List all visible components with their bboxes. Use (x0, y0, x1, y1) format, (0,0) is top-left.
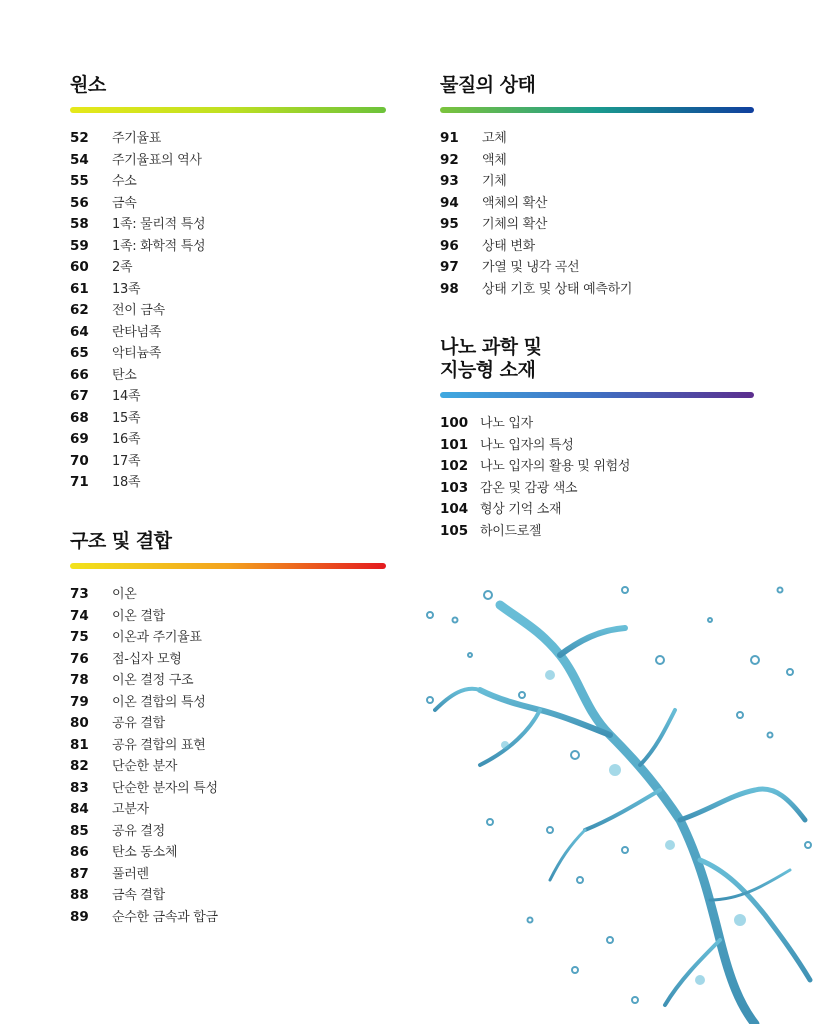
toc-entry (70, 734, 386, 756)
toc-entry-label: 단순한 분자의 특성 (112, 780, 218, 796)
toc-page-number: 83 (70, 779, 89, 796)
toc-entry (70, 626, 386, 648)
toc-entry (70, 256, 386, 278)
toc-entry (440, 434, 754, 456)
toc-page-number: 73 (70, 586, 89, 602)
toc-entry (70, 755, 386, 777)
toc-entry (70, 450, 386, 472)
toc-page-number: 52 (70, 130, 89, 146)
toc-entry-label: 나노 입자의 특성 (480, 437, 574, 453)
toc-entry (70, 863, 386, 885)
toc-entry-label: 공유 결정 (112, 823, 165, 839)
toc-entry-label: 나노 입자의 활용 및 위험성 (480, 459, 631, 474)
toc-entry (70, 213, 386, 235)
toc-entry (70, 669, 386, 691)
toc-entry-label: 공유 결합의 표현 (112, 737, 206, 753)
toc-entry (70, 471, 386, 493)
gradient-divider (440, 392, 754, 398)
toc-page-number: 78 (70, 672, 89, 688)
toc-entry (70, 798, 386, 820)
toc-page-number: 98 (440, 280, 459, 297)
toc-page-number: 69 (70, 431, 89, 447)
toc-page-number: 64 (70, 323, 89, 340)
water-splash-image (410, 560, 825, 1024)
toc-entry (440, 149, 754, 171)
toc-entry-label: 이온 결합의 특성 (112, 694, 206, 710)
toc-entry (440, 455, 754, 477)
toc-entry-label: 1족: 화학적 특성 (112, 238, 206, 254)
toc-entry (440, 235, 754, 257)
section-nanoscience (440, 336, 754, 541)
toc-page-number: 56 (70, 194, 89, 211)
toc-page-number: 79 (70, 693, 89, 710)
toc-page-number: 65 (70, 345, 89, 361)
toc-page-number: 82 (70, 758, 89, 774)
toc-page-number: 67 (70, 388, 89, 404)
toc-entry-label: 공유 결합 (112, 716, 165, 731)
toc-list (70, 127, 386, 493)
toc-page-number: 80 (70, 715, 89, 731)
toc-page-number: 68 (70, 409, 89, 426)
toc-entry (70, 820, 386, 842)
toc-entry (70, 149, 386, 171)
gradient-divider (70, 107, 386, 113)
toc-page-number: 94 (440, 194, 459, 211)
toc-page-number: 95 (440, 216, 459, 232)
toc-page-number: 89 (70, 908, 89, 925)
toc-entry (440, 278, 754, 300)
toc-page-number: 76 (70, 650, 89, 667)
toc-page-number: 104 (440, 501, 469, 517)
toc-entry (70, 127, 386, 149)
toc-entry-label: 16족 (112, 432, 141, 447)
toc-entry (70, 278, 386, 300)
section-title-line1: 나노 과학 및 (440, 336, 542, 358)
toc-entry-label: 액체 (482, 152, 507, 168)
toc-entry-label: 수소 (112, 174, 137, 189)
toc-entry-label: 이온 (112, 587, 137, 602)
toc-entry (70, 192, 386, 214)
toc-entry-label: 15족 (112, 410, 141, 426)
toc-entry-label: 13족 (112, 281, 141, 297)
section-title: 물질의 상태 (440, 74, 536, 96)
toc-page-number: 62 (70, 302, 89, 318)
toc-entry (440, 127, 754, 149)
toc-page-number: 87 (70, 865, 89, 882)
toc-entry-label: 상태 기호 및 상태 예측하기 (482, 281, 633, 297)
toc-entry (440, 170, 754, 192)
toc-page-number: 96 (440, 237, 459, 254)
toc-entry (440, 412, 754, 434)
toc-entry-label: 2족 (112, 260, 133, 275)
toc-entry-label: 기체의 확산 (482, 217, 548, 232)
toc-entry-label: 1족: 물리적 특성 (112, 217, 206, 232)
toc-entry-label: 이온 결합 (112, 608, 165, 624)
toc-entry-label: 기체 (482, 174, 507, 189)
toc-entry (70, 583, 386, 605)
toc-page-number: 100 (440, 415, 469, 431)
toc-entry-label: 형상 기억 소재 (480, 502, 562, 517)
toc-entry-label: 이온 결정 구조 (112, 673, 194, 688)
toc-entry (70, 691, 386, 713)
toc-entry (440, 477, 754, 499)
toc-entry-label: 점-십자 모형 (112, 651, 182, 667)
toc-page-number: 61 (70, 280, 89, 297)
toc-entry (70, 321, 386, 343)
toc-entry (70, 385, 386, 407)
toc-entry (440, 192, 754, 214)
toc-entry (70, 342, 386, 364)
toc-entry-label: 상태 변화 (482, 238, 535, 254)
toc-list (70, 583, 386, 927)
section-title: 구조 및 결합 (70, 530, 172, 552)
toc-page-number: 86 (70, 844, 89, 860)
toc-entry-label: 풀러렌 (112, 866, 149, 882)
toc-page-number: 59 (70, 237, 89, 254)
toc-page-number: 85 (70, 822, 89, 839)
toc-entry-label: 감온 및 감광 색소 (480, 480, 578, 496)
gradient-divider (440, 107, 754, 113)
section-title: 원소 (70, 74, 106, 96)
toc-list (440, 412, 754, 541)
toc-entry-label: 탄소 (112, 367, 137, 383)
toc-entry (70, 364, 386, 386)
toc-page-number: 74 (70, 607, 89, 624)
toc-page-number: 55 (70, 173, 89, 189)
toc-page-number: 81 (70, 736, 89, 753)
toc-entry-label: 14족 (112, 389, 141, 404)
toc-entry (70, 235, 386, 257)
toc-entry (70, 299, 386, 321)
toc-page-number: 54 (70, 151, 89, 168)
toc-entry-label: 17족 (112, 453, 141, 469)
toc-entry-label: 18족 (112, 475, 141, 490)
toc-entry (70, 777, 386, 799)
toc-page-number: 75 (70, 629, 89, 645)
toc-page-number: 93 (440, 173, 459, 189)
toc-page-number: 60 (70, 259, 89, 275)
toc-entry (70, 884, 386, 906)
toc-entry-label: 주기율표의 역사 (112, 152, 202, 168)
toc-entry (70, 841, 386, 863)
toc-entry (70, 170, 386, 192)
toc-entry (70, 906, 386, 928)
toc-entry-label: 가열 및 냉각 곡선 (482, 260, 580, 275)
toc-entry (70, 648, 386, 670)
toc-page-number: 92 (440, 151, 459, 168)
toc-entry-label: 하이드로젤 (480, 523, 542, 539)
toc-page-number: 58 (70, 216, 89, 232)
toc-page-number: 71 (70, 474, 89, 490)
section-elements (70, 74, 386, 493)
toc-page-number: 105 (440, 522, 469, 539)
gradient-divider (70, 563, 386, 569)
toc-entry-label: 전이 금속 (112, 303, 165, 318)
toc-entry (70, 428, 386, 450)
toc-entry (70, 712, 386, 734)
toc-entry-label: 고체 (482, 131, 507, 146)
toc-page-number: 70 (70, 452, 89, 469)
toc-entry-label: 란타넘족 (112, 324, 162, 340)
section-states-of-matter (440, 74, 754, 299)
toc-entry-label: 액체의 확산 (482, 195, 548, 211)
toc-page-number: 66 (70, 366, 89, 383)
toc-entry-label: 탄소 동소체 (112, 845, 178, 860)
toc-page-number: 103 (440, 479, 469, 496)
toc-entry (70, 407, 386, 429)
toc-page-number: 97 (440, 259, 459, 275)
toc-page-number: 102 (440, 458, 469, 474)
section-structure-bonding (70, 530, 386, 927)
toc-page-number: 91 (440, 130, 459, 146)
toc-entry (440, 520, 754, 542)
section-title-line2: 지능형 소재 (440, 359, 536, 381)
toc-entry-label: 악티늄족 (112, 346, 162, 361)
toc-entry (440, 213, 754, 235)
toc-entry-label: 나노 입자 (480, 416, 533, 431)
toc-entry (440, 256, 754, 278)
toc-page-number: 84 (70, 801, 89, 817)
toc-entry-label: 금속 결합 (112, 888, 165, 903)
toc-entry-label: 고분자 (112, 802, 149, 817)
toc-entry (440, 498, 754, 520)
toc-page-number: 101 (440, 436, 469, 453)
toc-list (440, 127, 754, 299)
toc-entry-label: 단순한 분자 (112, 759, 178, 774)
toc-entry-label: 주기율표 (112, 131, 162, 146)
toc-page-number: 88 (70, 887, 89, 903)
toc-entry (70, 605, 386, 627)
toc-entry-label: 이온과 주기율표 (112, 630, 202, 645)
toc-entry-label: 금속 (112, 195, 137, 211)
toc-entry-label: 순수한 금속과 합금 (112, 909, 218, 925)
